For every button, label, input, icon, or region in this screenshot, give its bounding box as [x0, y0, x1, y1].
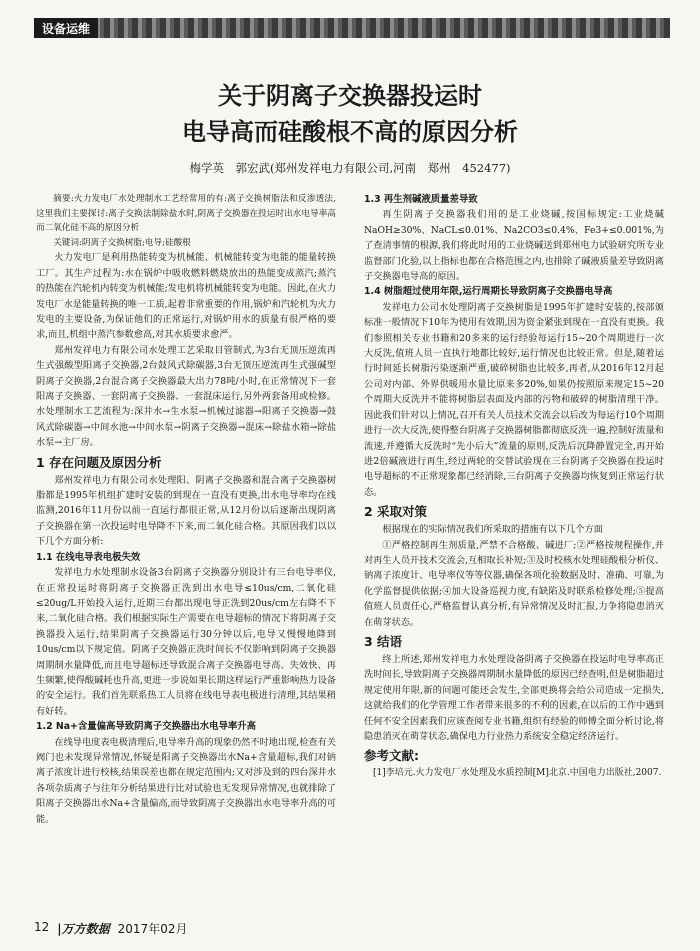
authors-line: 梅学英 郭宏武(郑州发祥电力有限公司,河南 郑州 452477): [189, 161, 511, 175]
subsection-heading-1-1: 1.1 在线电导表电极失效: [36, 551, 141, 563]
issue-date: 2017年02月: [117, 922, 188, 936]
section-header-bar: [34, 18, 670, 38]
title-line-2: 电导高而硅酸根不高的原因分析: [182, 118, 518, 146]
section-heading-2: 2 采取对策: [364, 504, 428, 520]
right-column: [364, 192, 664, 781]
keywords: 关键词:阴离子交换树脂;电导;硅酸根: [53, 237, 191, 248]
intro-paragraph-1: 火力发电厂是利用热能转变为机械能、机械能转变为电能的能量转换工厂。其生产过程为:水在锅炉中吸收燃料燃烧放出的热能变成蒸汽;蒸汽的热能在汽轮机内转变为机械能;发电机将机械能转变为电能。因此,在火力发电厂水是能量转换的唯一工质,起着非常重要的作用,锅炉和汽轮机为火力发电的主要设备,为保证他们的正常运行,对锅炉用水的质量有很严格的要求,而且,机组中蒸汽参数愈高,对其水质要求愈严。: [36, 252, 337, 341]
subsection-1-4-paragraph: 发祥电力公司水处理阴离子交换树脂是1995年扩建时安装的,按部颁标准一般情况下10年为使用有效期,因为资金紧张到现在一直没有更换。我们参照相关专业书籍和20多来的运行经验每运行15~20个周期进行一次大反洗,值班人员一直执行地都比较好,运行情况也比较正常。但是,随着运行时间延长树脂污染逐渐严重,破碎树脂也比较多,再者,从2016年12月起公司对内部、外界供暖用水量比原来多20%,如果仍按照原来规定15~20个周期大反洗并不能将树脂层表面及内部的污物和破碎的树脂清理干净。因此我们针对以上情况,召开有关人员技术交流会以后改为每运行10个周期进行一次大反洗,使得整台阴离子交换器树脂都彻底反洗一遍,控制好流量和流速,并遵循大反洗时“先小后大”流量的原则,反洗后沉降静置完全,再开始进2倍碱液进行再生,经过两轮的交替试验现在三台阴离子交换器在投运时电导超标的不正常现象都已经消除,三台阴离子交换器均恢复到正常运行状态。: [364, 301, 664, 498]
reference-item: [1]李培元.火力发电厂水处理及水质控制[M]北京.中国电力出版社,2007.: [373, 768, 662, 779]
section-heading-1: 1 存在问题及原因分析: [36, 454, 162, 470]
section-3-paragraph: 终上所述,郑州发祥电力水处理设备阴离子交换器在投运时电导率高正洗时间长,导致阴离子交换器周期制水量降低的原因已经查明,但是树脂超过规定使用年限,新的问题可能还会发生,全部更换将会给公司造成一定损失,这就给我们的化学管理工作者带来很多的不利的因素,在以后的工作中遇到任何不安全因素我们应该查阅专业书籍,组织有经验的师傅全面分析讨论,将隐患消灭在萌芽状态,确保电力行业热力系统安全稳定经济运行。: [364, 653, 664, 742]
references-heading: 参考文献:: [364, 748, 419, 764]
section-tag: 设备运维: [34, 18, 98, 38]
section-1-paragraph: 郑州发祥电力有限公司水处理阳、阴离子交换器和混合离子交换器树脂都是1995年机组扩建时安装的到现在一直没有更换,出水电导率均在线监测,2016年11月份以前一直运行都很正常,从12月份以后逐渐出现阴离子交换器在第一次投运时电导降不下来,而二氧化硅合格。其原因我们以以下几个方面分析:: [36, 474, 336, 548]
title-line-1: 关于阴离子交换器投运时: [218, 82, 482, 110]
section-heading-3: 3 结语: [364, 633, 403, 649]
page-footer: [34, 920, 187, 937]
subsection-1-3-paragraph: 再生阴离子交换器我们用的是工业烧碱,按国标规定:工业烧碱NaOH≥30%、NaCL≤0.01%、Na2CO3≤0.4%、Fe3+≤0.001%,为了查清事情的根源,我们将此时用的工业烧碱送到郑州电力试验研究所专业监督部门化验,以上指标也都在合格范围之内,也排除了碱液质量差导致阴离子交换器电导高的原因。: [364, 209, 664, 283]
article-title: [60, 78, 640, 150]
subsection-heading-1-3: 1.3 再生剂碱液质量差导致: [364, 194, 478, 205]
subsection-1-1-paragraph: 发祥电力水处理制水设备3台阴离子交换器分别设计有三台电导率仪,在正常投运时将阴离子交换器正洗到出水电导≤10us/cm,二氧化硅≤20ug/L开始投入运行,近期三台都出现电导正洗到20us/cm左右降不下来,二氧化硅合格。我们根据实际生产需要在电导超标的情况下将阴离子交换器投入运行,结果阴离子交换器运行30分钟以后,电导又慢慢地降到10us/cm以下规定值。阴离子交换器正洗时间长不仅影响到阴离子交换器周期制水量降低,而且电导超标还导致混合离子交换器电导高、失效快、再生频繁,使得酸碱耗也升高,更进一步说如果长期这样运行严重影响热力设备的安全运行。我们首先联系热工人员将在线电导表电极进行清理,其结果稍有好转。: [36, 567, 336, 717]
left-column: [36, 192, 336, 827]
intro-paragraph-2: 郑州发祥电力有限公司水处理工艺采取目管制式,为3台无顶压逆流再生式强酸型阳离子交换器,2台鼓风式除碳器,3台无顶压逆流再生式强碱型阴离子交换器,2台混合离子交换器最大出力78吨/小时,在正常情况下一套阳离子交换器、一套阴离子交换器、一套混床运行,另外两套备用或检修。水处理制水工艺流程为:深井水→生水泵→机械过滤器→阳离子交换器→鼓风式除碳器→中间水池→中间水泵→阴离子交换器→混床→除盐水箱→除盐水泵→主厂房。: [36, 344, 336, 449]
subsection-heading-1-2: 1.2 Na+含量偏高导致阴离子交换器出水电导率升高: [36, 721, 257, 733]
abstract-text: 摘要:火力发电厂水处理制水工艺经常用的有:离子交换树脂法和反渗透法,这里我们主要探讨:离子交换法制除盐水时,阴离子交换器在投运时出水电导率高而二氧化硅不高的原因分析: [36, 194, 336, 234]
section-2-intro: 根据现在的实际情况我们所采取的措施有以下几个方面: [382, 524, 603, 536]
page-number: 12: [34, 920, 50, 934]
abstract: [36, 192, 336, 250]
subsection-1-2-paragraph: 在线导电度表电极清理后,电导率升高的现象仍然不时地出现,检查有关阀门也未发现异常情况,怀疑是阳离子交换器出水Na+含量超标,我们对钠离子浓度计进行校核,结果误差也都在规定范围内;又对涉及到的四台深井水各项杂质离子与往年分析结果进行比对试验也无发现异常情况,也就排除了阳离子交换器出水Na+含量偏高,而导致阴离子交换器出水电导率升高的可能。: [36, 736, 337, 825]
subsection-heading-1-4: 1.4 树脂超过使用年限,运行周期长导致阴离子交换器电导高: [364, 286, 613, 298]
journal-name: |万方数据: [57, 922, 110, 936]
section-2-measures: ①严格控制再生剂质量,严禁不合格酸、碱进厂;②严格按规程操作,并对再生人员开技术交流会,互相取长补短;③及时校核水处理硅酸根分析仪、钠离子浓度计、电导率仪等等仪器,确保各项化验数据及时、准确、可靠,为化学监督提供依据;④加大设备巡视力度,有缺陷及时联系检修处理;⑤提高值班人员责任心,严格监督认真分析,有异常情况及时汇报,力争将隐患消灭在萌芽状态。: [364, 539, 665, 628]
